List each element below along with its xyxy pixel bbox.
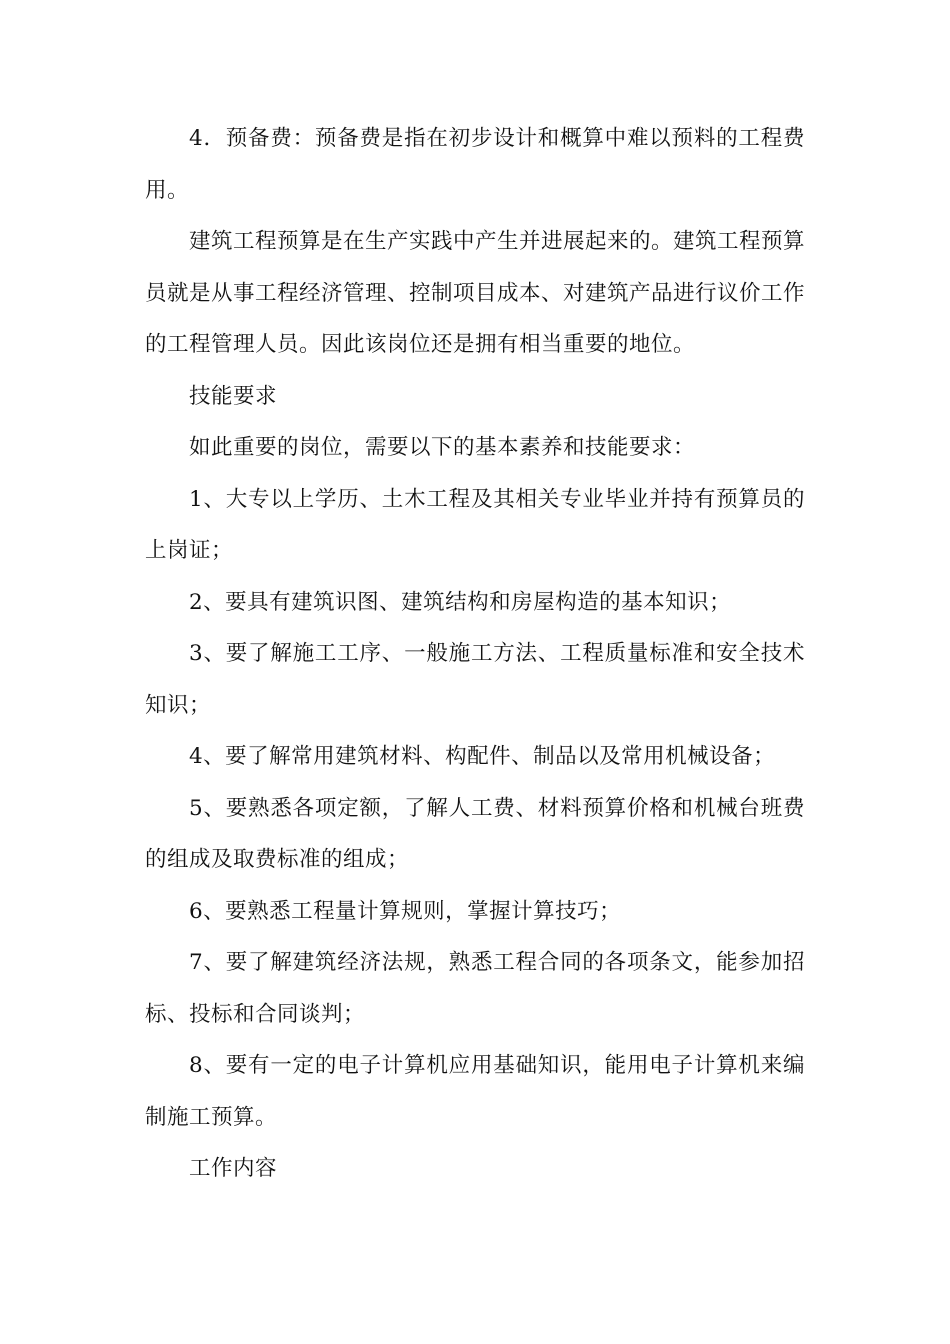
paragraph-budget-intro: 建筑工程预算是在生产实践中产生并进展起来的。建筑工程预算员就是从事工程经济管理、控制项目成本、对建筑产品进行议价工作的工程管理人员。因此该岗位还是拥有相当重要的地位。: [145, 229, 806, 357]
list-item-7: 7、要了解建筑经济法规，熟悉工程合同的各项条文，能参加招标、投标和合同谈判；: [145, 950, 805, 1027]
paragraph-reserve-fee: 4．预备费：预备费是指在初步设计和概算中难以预料的工程费用。: [145, 126, 805, 203]
list-item-6: 6、要熟悉工程量计算规则，掌握计算技巧；: [189, 898, 622, 924]
section-heading-skills: 技能要求: [189, 383, 278, 409]
section-heading-work-content: 工作内容: [189, 1156, 278, 1181]
paragraph-skills-intro: 如此重要的岗位，需要以下的基本素养和技能要求：: [189, 435, 696, 460]
list-item-8: 8、要有一定的电子计算机应用基础知识，能用电子计算机来编制施工预算。: [145, 1053, 805, 1130]
list-item-1: 1、大专以上学历、土木工程及其相关专业毕业并持有预算员的上岗证；: [145, 486, 805, 563]
list-item-3: 3、要了解施工工序、一般施工方法、工程质量标准和安全技术知识；: [145, 641, 805, 718]
list-item-2: 2、要具有建筑识图、建筑结构和房屋构造的基本知识；: [189, 589, 732, 615]
list-item-5: 5、要熟悉各项定额，了解人工费、材料预算价格和机械台班费的组成及取费标准的组成；: [145, 795, 805, 872]
list-item-4: 4、要了解常用建筑材料、构配件、制品以及常用机械设备；: [189, 744, 776, 769]
document-body: [145, 113, 805, 1195]
